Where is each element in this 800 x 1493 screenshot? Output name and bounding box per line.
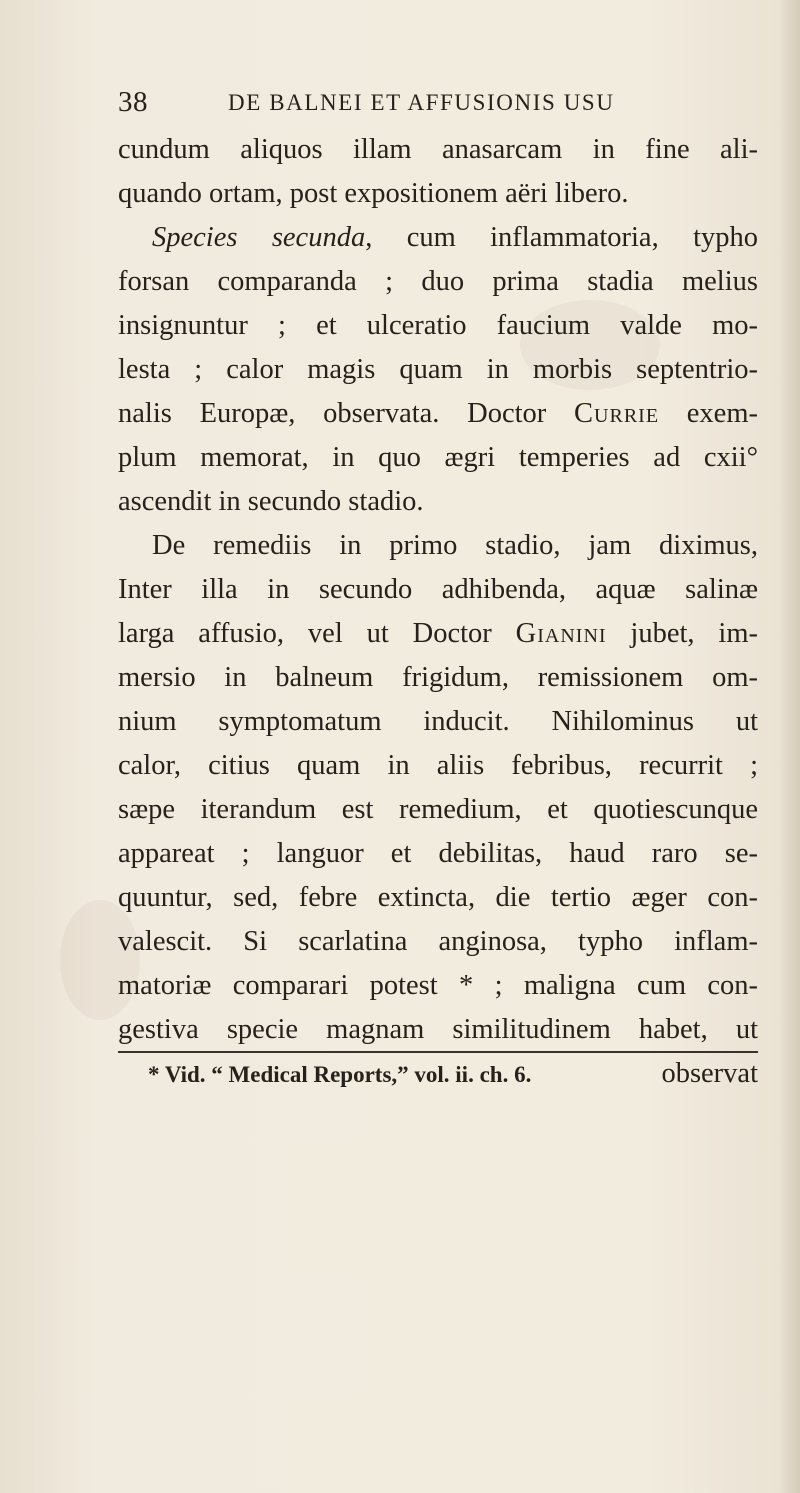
text-line: quando ortam, post expositionem aëri libero. <box>118 178 629 209</box>
catchword: observat <box>661 1058 758 1089</box>
emphasis: Species secunda <box>152 222 366 253</box>
text-line: forsan comparanda ; duo prima stadia melius <box>118 266 758 297</box>
text-line: calor, citius quam in aliis febribus, recurrit ; <box>118 750 758 781</box>
text-line: quuntur, sed, febre extincta, die tertio æger con- <box>118 882 758 913</box>
page-edge-shadow <box>778 0 800 1493</box>
text-line: lesta ; calor magis quam in morbis septentrio- <box>118 354 758 385</box>
footnote-rule <box>118 1051 758 1053</box>
text-line: cundum aliquos illam anasarcam in fine ali- <box>118 134 758 165</box>
page-number: 38 <box>118 86 148 118</box>
text-line: mersio in balneum frigidum, remissionem om- <box>118 662 758 693</box>
running-title: DE BALNEI ET AFFUSIONIS USU <box>228 90 615 115</box>
text-line: nalis Europæ, observata. Doctor Currie exem- <box>118 398 758 429</box>
text-line: appareat ; languor et debilitas, haud raro se- <box>118 838 758 869</box>
text-line: matoriæ comparari potest * ; maligna cum con- <box>118 970 758 1001</box>
text-line: sæpe iterandum est remedium, et quotiescunque <box>118 794 758 825</box>
text-line: plum memorat, in quo ægri temperies ad cxii° <box>118 442 758 473</box>
body-text <box>118 128 758 1096</box>
text-line: nium symptomatum inducit. Nihilominus ut <box>118 706 758 737</box>
text-line: gestiva specie magnam similitudinem habet, ut <box>118 1014 758 1045</box>
emphasis: Gianini <box>515 618 607 649</box>
footnote: * Vid. “ Medical Reports,” vol. ii. ch. 6. <box>148 1062 532 1087</box>
emphasis: Currie <box>574 398 660 429</box>
text-line: insignuntur ; et ulceratio faucium valde mo- <box>118 310 758 341</box>
page-header <box>118 86 758 126</box>
text-line: De remediis in primo stadio, jam diximus, <box>152 530 758 561</box>
text-line: Species secunda, cum inflammatoria, typho <box>152 222 758 253</box>
text-line: Inter illa in secundo adhibenda, aquæ salinæ <box>118 574 758 605</box>
text-line: larga affusio, vel ut Doctor Gianini jubet, im- <box>118 618 758 649</box>
text-line: ascendit in secundo stadio. <box>118 486 424 517</box>
text-line: valescit. Si scarlatina anginosa, typho inflam- <box>118 926 758 957</box>
